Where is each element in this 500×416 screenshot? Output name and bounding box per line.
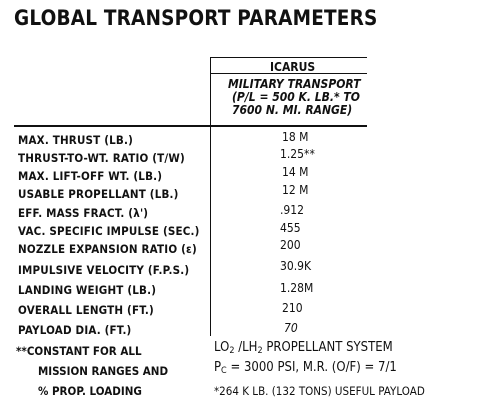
row-value: 210	[282, 301, 303, 315]
row-value: 12 M	[282, 183, 309, 197]
column-subtitle-line: MILITARY TRANSPORT	[228, 77, 361, 91]
pc-base: P	[214, 360, 222, 375]
row-label: LANDING WEIGHT (LB.)	[18, 283, 157, 297]
row-value: 14 M	[282, 165, 309, 179]
row-label: USABLE PROPELLANT (LB.)	[18, 187, 179, 201]
row-value: 1.25**	[280, 147, 315, 161]
prop-slash: /LH	[234, 340, 258, 355]
row-label: NOZZLE EXPANSION RATIO (ε)	[18, 242, 197, 256]
column-subtitle-line: 7600 N. MI. RANGE)	[232, 103, 353, 117]
row-label: MAX. LIFT-OFF WT. (LB.)	[18, 169, 163, 183]
prop-base: LO	[214, 340, 230, 355]
row-value: .912	[280, 203, 305, 217]
column-divider-line	[210, 57, 211, 336]
row-label: IMPULSIVE VELOCITY (F.P.S.)	[18, 263, 190, 277]
row-label: MAX. THRUST (LB.)	[18, 133, 133, 147]
prop-sub: 2	[229, 346, 235, 356]
footnote-line: **CONSTANT FOR ALL	[16, 344, 142, 358]
row-value: 1.28M	[280, 281, 314, 295]
page-title: GLOBAL TRANSPORT PARAMETERS	[14, 6, 378, 31]
row-label: VAC. SPECIFIC IMPULSE (SEC.)	[18, 224, 200, 238]
row-label: THRUST-TO-WT. RATIO (T/W)	[18, 151, 185, 165]
table-header-bottom-rule	[14, 125, 367, 127]
prop-sub: 2	[257, 346, 263, 356]
row-value: 18 M	[282, 130, 309, 144]
chamber-pressure-note	[214, 360, 397, 376]
row-label: OVERALL LENGTH (FT.)	[18, 303, 154, 317]
row-value: 70	[284, 321, 298, 335]
pc-sub: C	[221, 366, 227, 376]
useful-payload-note: *264 K LB. (132 TONS) USEFUL PAYLOAD	[214, 384, 425, 398]
column-header-top-rule	[210, 57, 367, 58]
pc-rest: = 3000 PSI, M.R. (O/F) = 7/1	[226, 360, 397, 375]
row-value: 455	[280, 221, 301, 235]
row-label: EFF. MASS FRACT. (λ')	[18, 206, 149, 220]
column-subtitle-line: (P/L = 500 K. LB.* TO	[232, 90, 360, 104]
row-value: 200	[280, 238, 301, 252]
row-value: 30.9K	[280, 259, 312, 273]
propellant-system-note	[214, 340, 393, 356]
row-label: PAYLOAD DIA. (FT.)	[18, 323, 132, 337]
prop-rest: PROPELLANT SYSTEM	[262, 340, 393, 355]
column-name: ICARUS	[270, 60, 316, 74]
footnote-line: MISSION RANGES AND	[38, 364, 169, 378]
footnote-line: % PROP. LOADING	[38, 384, 142, 398]
